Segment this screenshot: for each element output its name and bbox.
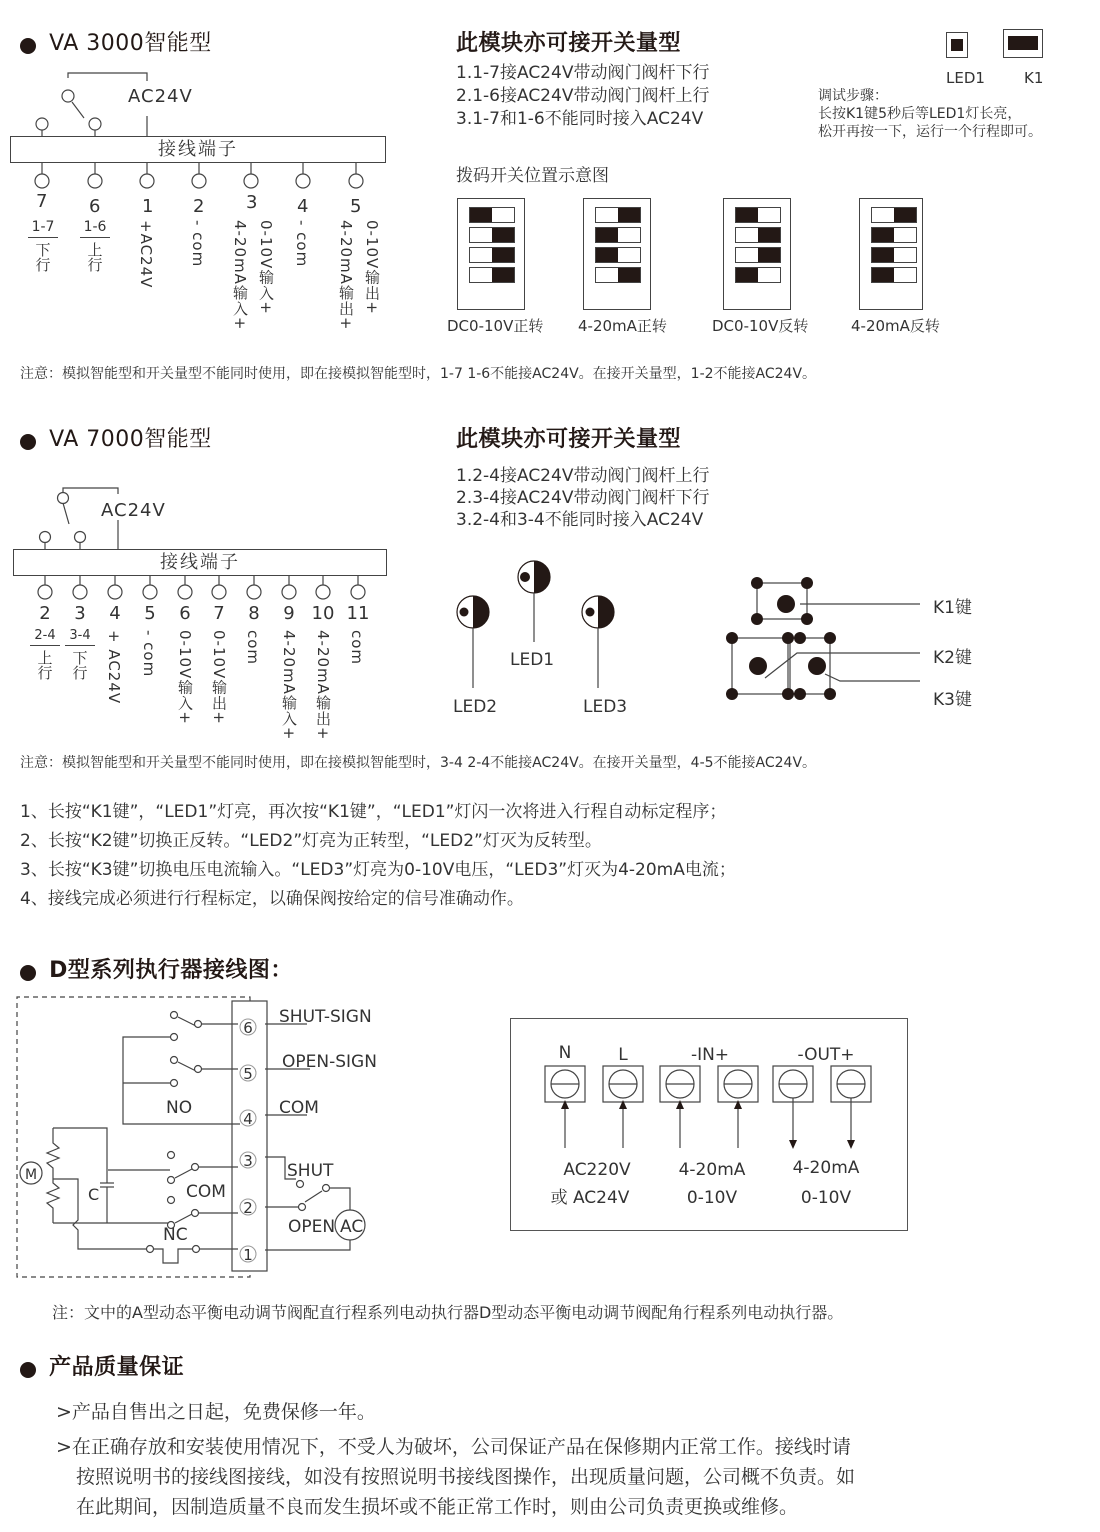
- header-l: L: [618, 1045, 628, 1065]
- terminal-circle: [351, 585, 365, 599]
- dip-switch-row: [871, 247, 917, 263]
- terminal-circle: [108, 585, 122, 599]
- k1-key-label: K1键: [933, 598, 972, 618]
- dip-label: 4-20mA反转: [851, 317, 940, 335]
- led3-text: LED3: [583, 697, 628, 717]
- va3000-term-num: 3: [246, 192, 258, 213]
- va7000-term-desc: com: [244, 630, 262, 666]
- va7000-term-desc: 4-20mA输出+: [314, 630, 332, 741]
- terminal-circle: [282, 585, 296, 599]
- va7000-term-num: 8: [248, 603, 260, 624]
- dip-switch-row: [595, 247, 641, 263]
- va3000-term-num: 7: [36, 191, 48, 212]
- terminal-2-num: 2: [243, 1199, 253, 1217]
- va3000-switch-line: 2.1-6接AC24V带动阀门阀杆上行: [456, 86, 710, 106]
- open-sign-label: OPEN-SIGN: [282, 1052, 377, 1072]
- va7000-terminals: [0, 575, 420, 605]
- key-diagram: [720, 575, 940, 710]
- led1-indicator: [946, 32, 968, 58]
- warranty-item: 在此期间，因制造质量不良而发生损坏或不能正常工作时，则由公司负责更换或维修。: [76, 1496, 799, 1518]
- dip-switch-diagram: [583, 198, 651, 310]
- dip-switch-row: [871, 207, 917, 223]
- k1-button: [1003, 29, 1043, 58]
- va3000-title: VA 3000智能型: [49, 31, 212, 56]
- dip-switch-row: [469, 247, 515, 263]
- instruction-item: 3、长按“K3键”切换电压电流输入。“LED3”灯亮为0-10V电压，“LED3”灯灭为4-20mA电流；: [20, 860, 736, 880]
- k2-key-label: K2键: [933, 648, 972, 668]
- va7000-switch-title: 此模块亦可接开关量型: [456, 427, 682, 452]
- out-line-1: 4-20mA: [792, 1158, 860, 1178]
- terminal-circle: [316, 585, 330, 599]
- frac-bottom: 上行: [85, 242, 104, 272]
- terminal-6-num: 6: [243, 1019, 253, 1037]
- dip-switch-row: [735, 267, 781, 283]
- va3000-term-desc: 0-10V输入+: [257, 220, 275, 315]
- terminal-3-num: 3: [243, 1152, 253, 1170]
- dip-switch-row: [871, 267, 917, 283]
- va7000-switch-line: 2.3-4接AC24V带动阀门阀杆下行: [456, 488, 710, 508]
- k1-rect-icon: [1008, 36, 1038, 50]
- led1-label: LED1: [946, 69, 985, 87]
- va7000-term-desc: 0-10V输出+: [210, 630, 228, 725]
- terminal-5-num: 5: [243, 1065, 253, 1083]
- frac-bottom: 下行: [33, 242, 52, 272]
- va7000-switch-line: 1.2-4接AC24V带动阀门阀杆上行: [456, 466, 710, 486]
- va7000-term-desc: + AC24V: [105, 630, 123, 705]
- bullet-icon: [20, 434, 36, 450]
- dip-switch-knob: [872, 228, 894, 242]
- dip-switch-knob: [872, 248, 894, 262]
- instruction-item: 2、长按“K2键”切换正反转。“LED2”灯亮为正转型，“LED2”灯灭为反转型。: [20, 831, 602, 851]
- motor-icon: M: [24, 1167, 38, 1183]
- va3000-frac-6: [80, 219, 110, 272]
- dip-switch-row: [735, 227, 781, 243]
- dip-switch-knob: [596, 228, 618, 242]
- va7000-switch-line: 3.2-4和3-4不能同时接入AC24V: [456, 510, 704, 530]
- shut-label: SHUT: [287, 1161, 334, 1181]
- dip-switch-knob: [872, 268, 894, 282]
- shut-sign-label: SHUT-SIGN: [279, 1007, 372, 1027]
- va3000-term-num: 6: [89, 196, 101, 217]
- bullet-icon: [20, 965, 36, 981]
- va7000-term-desc: - com: [140, 630, 158, 678]
- ac-label: AC: [340, 1217, 364, 1237]
- dip-switch-row: [871, 227, 917, 243]
- dip-switch-diagram: [723, 198, 791, 310]
- led1-text: LED1: [510, 650, 555, 670]
- va3000-term-num: 1: [142, 196, 154, 217]
- power-line-1: AC220V: [563, 1160, 631, 1180]
- debug-title: 调试步骤：: [818, 88, 888, 104]
- no-label: NO: [166, 1098, 193, 1118]
- dip-switch-knob: [618, 268, 640, 282]
- va7000-term-num: 3: [74, 603, 86, 624]
- open-label: OPEN: [288, 1217, 336, 1237]
- va7000-frac: [30, 628, 60, 680]
- warranty-heading: [20, 1350, 184, 1381]
- dip-switch-knob: [736, 268, 758, 282]
- led3-icon: [582, 596, 614, 688]
- dip-switch-knob: [596, 248, 618, 262]
- dip-switch-knob: [758, 228, 780, 242]
- va3000-switch-line: 1.1-7接AC24V带动阀门阀杆下行: [456, 63, 710, 83]
- dip-switch-knob: [470, 208, 492, 222]
- header-out: -OUT+: [797, 1045, 855, 1065]
- instruction-item: 4、接线完成必须进行行程标定，以确保阀按给定的信号准确动作。: [20, 889, 524, 909]
- led1-icon: [518, 561, 550, 642]
- capacitor-label: C: [88, 1185, 100, 1204]
- in-line-2: 0-10V: [686, 1188, 738, 1208]
- terminal-circle: [247, 585, 261, 599]
- va7000-heading: [20, 422, 212, 453]
- k1-label: K1: [1024, 69, 1044, 87]
- led1-square-icon: [951, 39, 963, 51]
- va3000-switch-title: 此模块亦可接开关量型: [456, 31, 682, 56]
- out-line-2: 0-10V: [800, 1188, 852, 1208]
- frac-top: 1-7: [28, 219, 58, 238]
- warranty-item: >产品自售出之日起，免费保修一年。: [56, 1401, 376, 1423]
- va7000-wiring-diagram: [0, 480, 420, 550]
- dip-switch-row: [735, 247, 781, 263]
- terminal-circle: [178, 585, 192, 599]
- power-line-2: 或 AC24V: [550, 1188, 630, 1208]
- bullet-icon: [20, 38, 36, 54]
- va7000-term-num: 2: [39, 603, 51, 624]
- va3000-term-desc: 4-20mA输出+: [337, 220, 355, 331]
- terminal-4-num: 4: [243, 1110, 253, 1128]
- dip-switch-row: [469, 267, 515, 283]
- va7000-term-desc: com: [348, 630, 366, 666]
- dip-label: DC0-10V反转: [712, 317, 809, 335]
- dip-switch-knob: [758, 248, 780, 262]
- terminal-circle: [212, 585, 226, 599]
- debug-line: 松开再按一下，运行一个行程即可。: [818, 124, 1042, 140]
- va7000-term-num: 11: [346, 603, 370, 624]
- dip-switch-knob: [618, 208, 640, 222]
- bullet-icon: [20, 1362, 36, 1378]
- va7000-term-num: 7: [213, 603, 225, 624]
- va3000-switch-line: 3.1-7和1-6不能同时接入AC24V: [456, 109, 704, 129]
- va7000-term-num: 5: [144, 603, 156, 624]
- terminal-circle: [143, 585, 157, 599]
- terminal-1-num: 1: [243, 1246, 253, 1264]
- frac-top: 2-4: [30, 628, 60, 646]
- nc-label: NC: [163, 1225, 188, 1245]
- va3000-term-num: 2: [193, 196, 205, 217]
- dip-title: 拨码开关位置示意图: [456, 166, 609, 186]
- dip-switch-diagram: [859, 198, 923, 310]
- va7000-frac: [65, 628, 95, 680]
- frac-bottom: 上行: [35, 650, 54, 680]
- dip-switch-row: [595, 207, 641, 223]
- va7000-term-num: 4: [109, 603, 121, 624]
- va3000-term-desc: 4-20mA输入+: [231, 220, 249, 331]
- dtype-heading: [20, 953, 293, 984]
- va3000-terminal-label: 接线端子: [158, 139, 238, 160]
- dip-switch-knob: [492, 268, 514, 282]
- com-right-label: COM: [279, 1098, 319, 1118]
- dtype-title: D型系列执行器接线图：: [49, 958, 293, 983]
- va7000-note: 注意：模拟智能型和开关量型不能同时使用，即在接模拟智能型时，3-4 2-4不能接AC24V。在接开关量型，4-5不能接AC24V。: [20, 755, 817, 771]
- led-diagram: [440, 550, 640, 700]
- dip-switch-row: [595, 227, 641, 243]
- terminal-circle: [73, 585, 87, 599]
- terminal-circle: [38, 585, 52, 599]
- led2-text: LED2: [453, 697, 498, 717]
- va3000-note: 注意：模拟智能型和开关量型不能同时使用，即在接模拟智能型时，1-7 1-6不能接AC24V。在接开关量型，1-2不能接AC24V。: [20, 366, 817, 382]
- warranty-title: 产品质量保证: [49, 1355, 185, 1380]
- com-left-label: COM: [186, 1182, 226, 1202]
- dip-switch-knob: [736, 208, 758, 222]
- frac-top: 3-4: [65, 628, 95, 646]
- dip-label: DC0-10V正转: [447, 317, 544, 335]
- va3000-term-desc: 0-10V输出+: [363, 220, 381, 315]
- va3000-frac-7: [28, 219, 58, 272]
- va7000-term-num: 10: [311, 603, 335, 624]
- led2-icon: [457, 596, 489, 688]
- va7000-title: VA 7000智能型: [49, 427, 212, 452]
- va3000-terminals: [0, 162, 420, 192]
- frac-bottom: 下行: [70, 650, 89, 680]
- va7000-term-desc: 0-10V输入+: [176, 630, 194, 725]
- va7000-term-num: 9: [283, 603, 295, 624]
- dip-label: 4-20mA正转: [578, 317, 667, 335]
- in-line-1: 4-20mA: [678, 1160, 746, 1180]
- dtype-footnote: 注：文中的A型动态平衡电动调节阀配直行程系列电动执行器D型动态平衡电动调节阀配角行程系列电动执行器。: [52, 1303, 844, 1322]
- dip-switch-row: [469, 227, 515, 243]
- dip-switch-row: [469, 207, 515, 223]
- va7000-terminal-bar: [13, 549, 387, 576]
- va3000-heading: [20, 26, 212, 57]
- dip-switch-row: [735, 207, 781, 223]
- va7000-terminal-label: 接线端子: [160, 552, 240, 573]
- va7000-term-desc: 4-20mA输入+: [280, 630, 298, 741]
- dip-switch-row: [595, 267, 641, 283]
- debug-line: 长按K1键5秒后等LED1灯长亮，: [818, 106, 1022, 122]
- dip-switch-knob: [492, 228, 514, 242]
- va3000-term-desc: - com: [293, 220, 311, 268]
- va3000-term-num: 4: [297, 196, 309, 217]
- terminal-block-diagram: [510, 1018, 908, 1230]
- va7000-ac-label: AC24V: [101, 500, 166, 521]
- va3000-ac-label: AC24V: [128, 86, 193, 107]
- va3000-term-desc: +AC24V: [137, 220, 155, 289]
- dtype-wiring-diagram: [0, 995, 420, 1285]
- dip-switch-knob: [894, 208, 916, 222]
- warranty-item: 按照说明书的接线图接线，如没有按照说明书接线图操作，出现质量问题，公司概不负责。如: [76, 1466, 856, 1488]
- header-n: N: [558, 1043, 572, 1063]
- va3000-term-num: 5: [350, 196, 362, 217]
- dip-switch-knob: [492, 248, 514, 262]
- header-in: -IN+: [690, 1045, 730, 1065]
- va3000-terminal-bar: [10, 136, 386, 163]
- warranty-item: >在正确存放和安装使用情况下，不受人为破坏，公司保证产品在保修期内正常工作。接线时请: [56, 1436, 851, 1458]
- instruction-item: 1、长按“K1键”，“LED1”灯亮，再次按“K1键”，“LED1”灯闪一次将进入行程自动标定程序；: [20, 802, 727, 822]
- va3000-term-desc: - com: [189, 220, 207, 268]
- va7000-term-num: 6: [179, 603, 191, 624]
- k3-key-label: K3键: [933, 690, 972, 710]
- frac-top: 1-6: [80, 219, 110, 238]
- dip-switch-diagram: [457, 198, 525, 310]
